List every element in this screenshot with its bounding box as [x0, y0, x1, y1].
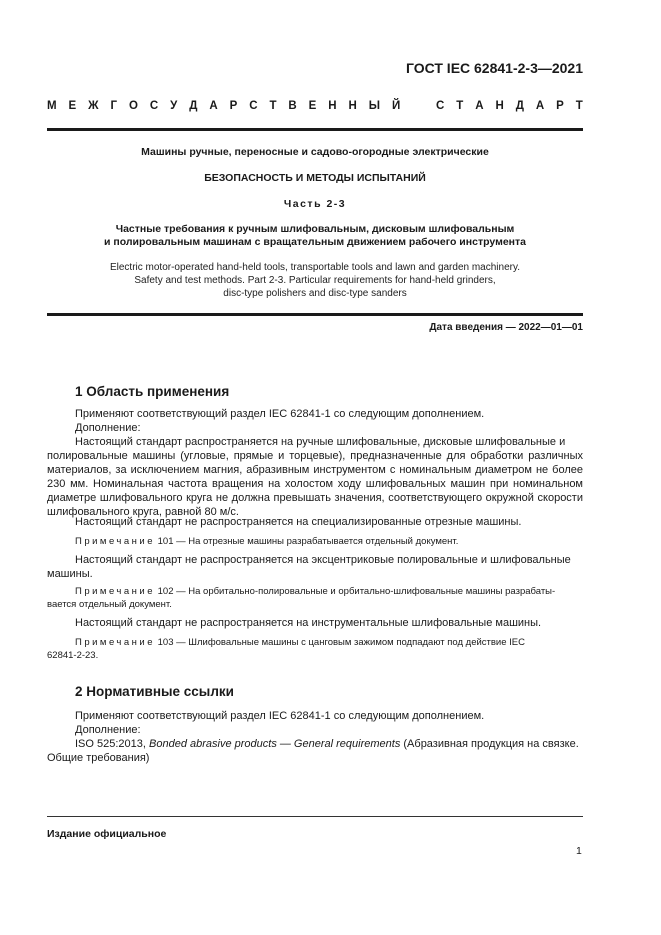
interstate-letter: Т: [575, 100, 583, 112]
title-line-1: Машины ручные, переносные и садово-огородные электрические: [141, 146, 489, 158]
reference-translation-rest: Общие требования): [47, 752, 150, 764]
interstate-letter: Ж: [88, 100, 99, 112]
reference-code: ISO 525:2013,: [75, 738, 146, 750]
interstate-letter: Т: [269, 100, 277, 112]
reference-title: Bonded abrasive products — General requirements: [149, 738, 401, 750]
interstate-letter: Н: [328, 100, 337, 112]
section-1-p5-first: Настоящий стандарт не распространяется на эксцентриковые полировальные и шлифовальные: [75, 554, 571, 566]
note-102-text: 102 — На орбитально-полировальные и орбитально-шлифовальные машины разрабаты-: [157, 586, 556, 597]
section-2-reference: [47, 737, 583, 765]
note-102-label: Примечание: [75, 586, 155, 597]
interstate-letter: М: [47, 100, 57, 112]
title-rule: [47, 313, 583, 316]
interstate-letter: С: [149, 100, 159, 112]
title-sub-1: Частные требования к ручным шлифовальным, дисковым шлифовальным: [115, 223, 515, 235]
section-1-heading: 1 Область применения: [75, 384, 230, 399]
section-1-p5-rest: машины.: [47, 568, 93, 580]
section-2-p2: Дополнение:: [75, 724, 141, 736]
reference-first-line: [47, 737, 583, 751]
standard-code: ГОСТ IEC 62841-2-3—2021: [405, 60, 583, 76]
title-en-3: disc-type polishers and disc-type sanders: [223, 288, 407, 299]
interstate-letter: С: [249, 100, 258, 112]
interstate-letter: А: [475, 100, 484, 112]
interstate-letter: А: [209, 100, 218, 112]
note-103-label: Примечание: [75, 637, 155, 648]
interstate-letter: А: [535, 100, 545, 112]
interstate-letter: Е: [68, 100, 77, 112]
note-102-first-line: [47, 585, 583, 598]
interstate-letter: Р: [556, 100, 564, 112]
effective-date: Дата введения — 2022—01—01: [429, 322, 583, 333]
interstate-letter: Т: [456, 100, 464, 112]
section-1-p2: Дополнение:: [75, 422, 141, 434]
interstate-letter: Ы: [368, 100, 381, 112]
interstate-letter: Н: [348, 100, 357, 112]
section-1-p3-first: Настоящий стандарт распространяется на ручные шлифовальные, дисковые шлифовальные и: [75, 436, 566, 448]
note-103-first-line: [47, 636, 583, 649]
note-103: [47, 636, 583, 662]
section-1-p6: Настоящий стандарт не распространяется на инструментальные шлифовальные машины.: [75, 617, 542, 629]
note-102-rest: вается отдельный документ.: [47, 599, 172, 610]
interstate-letter: Д: [189, 100, 198, 112]
interstate-letter: Е: [308, 100, 317, 112]
title-en-2: Safety and test methods. Part 2-3. Particular requirements for hand-held grinders,: [134, 275, 496, 286]
interstate-letter: О: [128, 100, 138, 112]
footer-rule: [47, 816, 583, 817]
interstate-letter: Н: [495, 100, 504, 112]
section-1-p3: [47, 435, 583, 519]
note-101-text: 101 — На отрезные машины разрабатывается отдельный документ.: [157, 536, 459, 547]
official-edition-label: Издание официальное: [47, 828, 167, 840]
page-number: 1: [576, 845, 582, 857]
note-101: [47, 535, 583, 548]
note-103-rest: 62841-2-23.: [47, 650, 99, 661]
title-line-2: БЕЗОПАСНОСТЬ И МЕТОДЫ ИСПЫТАНИЙ: [204, 172, 426, 184]
section-2-heading: 2 Нормативные ссылки: [75, 684, 234, 699]
note-101-label: Примечание: [75, 536, 155, 547]
section-2-p1: Применяют соответствующий раздел IEC 62841-1 со следующим дополнением.: [75, 710, 485, 722]
section-1-p3-rest: полировальные машины (угловые, прямые и торцевые), предназначенные для обработки различных материалов, за исключением магния, абразивным инструментом с номинальным диаметром не более 230 мм. Номинальная частота вращения на холостом ходу шлифовальных машин при номинальном диаметре шлифовального круга не должна превышать значения, соответствующего окружной скорости шлифовального круга, равной 80 м/с.: [47, 450, 583, 518]
interstate-letter: Й: [391, 100, 401, 112]
note-103-text: 103 — Шлифовальные машины с цанговым зажимом подпадают под действие IEC: [157, 637, 526, 648]
interstate-letter: У: [170, 100, 178, 112]
section-1-p5: [47, 553, 583, 581]
interstate-letter: Р: [229, 100, 238, 112]
interstate-standard-banner: [47, 100, 583, 112]
section-1-p4: Настоящий стандарт не распространяется на специализированные отрезные машины.: [75, 516, 522, 528]
note-102: [47, 585, 583, 611]
interstate-letter: В: [288, 100, 297, 112]
header-rule: [47, 128, 583, 131]
interstate-letter: Д: [515, 100, 524, 112]
title-part: Часть 2-3: [283, 198, 347, 210]
section-1-p1: Применяют соответствующий раздел IEC 62841-1 со следующим дополнением.: [75, 408, 485, 420]
interstate-letter: С: [436, 100, 445, 112]
interstate-letter: Г: [110, 100, 118, 112]
title-en-1: Electric motor-operated hand-held tools, transportable tools and lawn and garden machinery.: [109, 262, 521, 273]
reference-translation: (Абразивная продукция на связке.: [403, 738, 579, 750]
title-sub-2: и полировальным машинам с вращательным движением рабочего инструмента: [103, 236, 526, 248]
